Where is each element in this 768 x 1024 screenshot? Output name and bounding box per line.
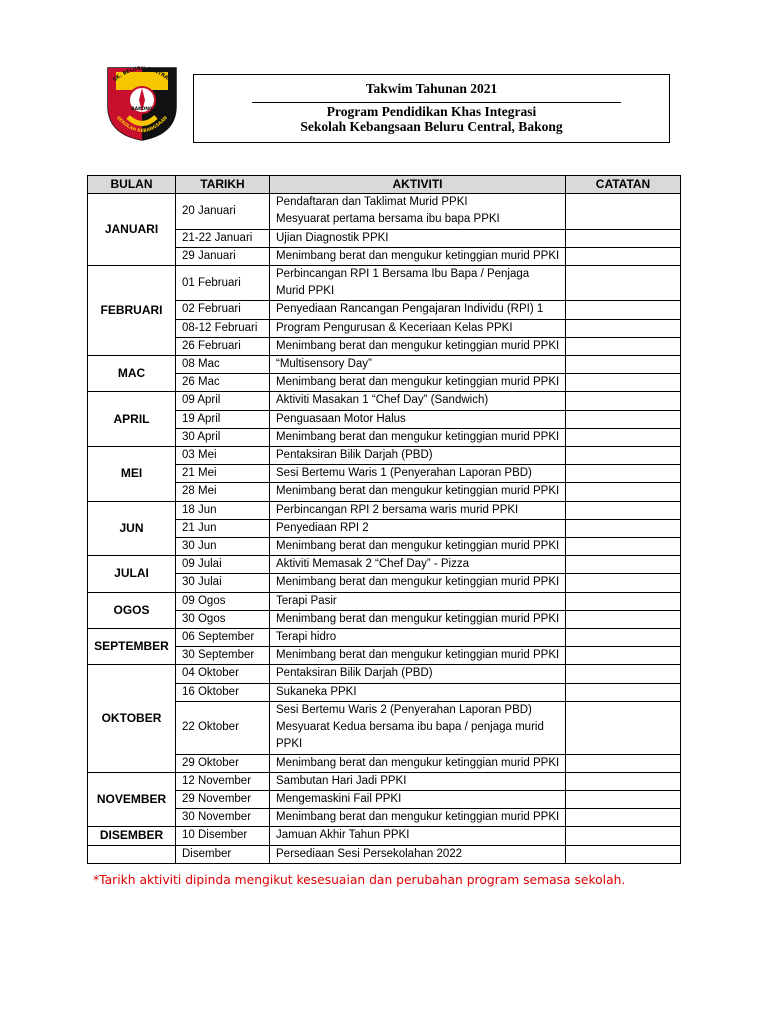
activity-cell: Aktiviti Memasak 2 “Chef Day” - Pizza: [270, 556, 566, 574]
footnote: *Tarikh aktiviti dipinda mengikut kesesuaian dan perubahan program semasa sekolah.: [93, 873, 626, 887]
table-row: [88, 428, 681, 446]
school-crest-icon: [104, 60, 180, 142]
date-cell: 06 September: [176, 629, 270, 647]
notes-cell: [566, 501, 681, 519]
notes-cell: [566, 428, 681, 446]
date-cell: 21 Jun: [176, 519, 270, 537]
notes-cell: [566, 483, 681, 501]
activity-cell: Persediaan Sesi Persekolahan 2022: [270, 845, 566, 863]
activity-cell: Sukaneka PPKI: [270, 683, 566, 701]
notes-cell: [566, 683, 681, 701]
activity-cell: Menimbang berat dan mengukur ketinggian murid PPKI: [270, 754, 566, 772]
notes-cell: [566, 519, 681, 537]
notes-cell: [566, 247, 681, 265]
date-cell: 09 Ogos: [176, 592, 270, 610]
notes-cell: [566, 647, 681, 665]
month-cell: DISEMBER: [88, 827, 176, 845]
date-cell: 08-12 Februari: [176, 319, 270, 337]
date-cell: 19 April: [176, 410, 270, 428]
activity-cell: Penguasaan Motor Halus: [270, 410, 566, 428]
table-row: [88, 501, 681, 519]
table-row: [88, 592, 681, 610]
table-row: [88, 538, 681, 556]
table-row: [88, 194, 681, 229]
date-cell: 02 Februari: [176, 301, 270, 319]
date-cell: 03 Mei: [176, 447, 270, 465]
calendar-table: [87, 175, 681, 864]
date-cell: 26 Februari: [176, 337, 270, 355]
table-row: [88, 790, 681, 808]
date-cell: 21-22 Januari: [176, 229, 270, 247]
date-cell: 16 Oktober: [176, 683, 270, 701]
month-cell: OKTOBER: [88, 665, 176, 772]
column-header-catatan: CATATAN: [566, 176, 681, 194]
date-cell: 30 Jun: [176, 538, 270, 556]
activity-cell: Perbincangan RPI 2 bersama waris murid PPKI: [270, 501, 566, 519]
table-row: [88, 683, 681, 701]
date-cell: 09 April: [176, 392, 270, 410]
activity-cell: Menimbang berat dan mengukur ketinggian murid PPKI: [270, 337, 566, 355]
date-cell: 28 Mei: [176, 483, 270, 501]
month-cell: JULAI: [88, 556, 176, 592]
activity-cell: Program Pengurusan & Keceriaan Kelas PPKI: [270, 319, 566, 337]
table-row: [88, 845, 681, 863]
month-cell: APRIL: [88, 392, 176, 447]
activity-cell: Perbincangan RPI 1 Bersama Ibu Bapa / Penjaga Murid PPKI: [270, 266, 566, 301]
table-row: [88, 374, 681, 392]
table-row: [88, 665, 681, 683]
activity-cell: Terapi Pasir: [270, 592, 566, 610]
activity-cell: Menimbang berat dan mengukur ketinggian murid PPKI: [270, 483, 566, 501]
activity-cell: Ujian Diagnostik PPKI: [270, 229, 566, 247]
date-cell: 29 November: [176, 790, 270, 808]
table-row: [88, 465, 681, 483]
month-cell: JANUARI: [88, 194, 176, 266]
month-cell: MEI: [88, 447, 176, 502]
month-cell: FEBRUARI: [88, 266, 176, 356]
notes-cell: [566, 229, 681, 247]
date-cell: 09 Julai: [176, 556, 270, 574]
activity-cell: Sambutan Hari Jadi PPKI: [270, 772, 566, 790]
notes-cell: [566, 574, 681, 592]
date-cell: 30 September: [176, 647, 270, 665]
date-cell: 18 Jun: [176, 501, 270, 519]
notes-cell: [566, 610, 681, 628]
month-cell: [88, 845, 176, 863]
date-cell: 22 Oktober: [176, 701, 270, 754]
notes-cell: [566, 194, 681, 229]
activity-cell: Pendaftaran dan Taklimat Murid PPKI Mesyuarat pertama bersama ibu bapa PPKI: [270, 194, 566, 229]
notes-cell: [566, 356, 681, 374]
date-cell: Disember: [176, 845, 270, 863]
date-cell: 20 Januari: [176, 194, 270, 229]
notes-cell: [566, 319, 681, 337]
month-cell: OGOS: [88, 592, 176, 628]
activity-cell: Menimbang berat dan mengukur ketinggian murid PPKI: [270, 247, 566, 265]
notes-cell: [566, 754, 681, 772]
date-cell: 21 Mei: [176, 465, 270, 483]
table-row: [88, 266, 681, 301]
notes-cell: [566, 447, 681, 465]
column-header-tarikh: TARIKH: [176, 176, 270, 194]
activity-cell: Pentaksiran Bilik Darjah (PBD): [270, 447, 566, 465]
activity-cell: Terapi hidro: [270, 629, 566, 647]
notes-cell: [566, 701, 681, 754]
date-cell: 30 November: [176, 809, 270, 827]
notes-cell: [566, 592, 681, 610]
table-row: [88, 772, 681, 790]
table-row: [88, 556, 681, 574]
table-row: [88, 701, 681, 754]
table-row: [88, 319, 681, 337]
program-name: Program Pendidikan Khas Integrasi: [326, 104, 537, 119]
table-row: [88, 629, 681, 647]
activity-cell: Sesi Bertemu Waris 1 (Penyerahan Laporan PBD): [270, 465, 566, 483]
activity-cell: Menimbang berat dan mengukur ketinggian murid PPKI: [270, 809, 566, 827]
activity-cell: “Multisensory Day”: [270, 356, 566, 374]
activity-cell: Jamuan Akhir Tahun PPKI: [270, 827, 566, 845]
date-cell: 29 Oktober: [176, 754, 270, 772]
notes-cell: [566, 410, 681, 428]
column-header-aktiviti: AKTIVITI: [270, 176, 566, 194]
table-row: [88, 301, 681, 319]
month-cell: SEPTEMBER: [88, 629, 176, 665]
month-cell: MAC: [88, 356, 176, 392]
svg-text:BAKONG: BAKONG: [131, 107, 153, 112]
activity-cell: Menimbang berat dan mengukur ketinggian murid PPKI: [270, 538, 566, 556]
activity-cell: Menimbang berat dan mengukur ketinggian murid PPKI: [270, 574, 566, 592]
table-header-row: [88, 176, 681, 194]
table-row: [88, 574, 681, 592]
table-row: [88, 827, 681, 845]
notes-cell: [566, 301, 681, 319]
notes-cell: [566, 374, 681, 392]
table-row: [88, 754, 681, 772]
notes-cell: [566, 337, 681, 355]
calendar-body: [88, 194, 681, 864]
activity-cell: Penyediaan Rancangan Pengajaran Individu (RPI) 1: [270, 301, 566, 319]
activity-cell: Mengemaskini Fail PPKI: [270, 790, 566, 808]
date-cell: 10 Disember: [176, 827, 270, 845]
date-cell: 08 Mac: [176, 356, 270, 374]
column-header-bulan: BULAN: [88, 176, 176, 194]
table-row: [88, 247, 681, 265]
table-row: [88, 356, 681, 374]
notes-cell: [566, 772, 681, 790]
table-row: [88, 483, 681, 501]
activity-cell: Menimbang berat dan mengukur ketinggian murid PPKI: [270, 374, 566, 392]
date-cell: 30 Ogos: [176, 610, 270, 628]
activity-cell: Pentaksiran Bilik Darjah (PBD): [270, 665, 566, 683]
date-cell: 26 Mac: [176, 374, 270, 392]
date-cell: 12 November: [176, 772, 270, 790]
notes-cell: [566, 266, 681, 301]
date-cell: 30 Julai: [176, 574, 270, 592]
svg-text:SEKOLAH KEBANGSAAN: SEKOLAH KEBANGSAAN: [115, 115, 169, 135]
notes-cell: [566, 790, 681, 808]
notes-cell: [566, 556, 681, 574]
notes-cell: [566, 392, 681, 410]
month-cell: NOVEMBER: [88, 772, 176, 827]
notes-cell: [566, 827, 681, 845]
activity-cell: Aktiviti Masakan 1 “Chef Day” (Sandwich): [270, 392, 566, 410]
table-row: [88, 337, 681, 355]
table-row: [88, 410, 681, 428]
notes-cell: [566, 665, 681, 683]
page-title: Takwim Tahunan 2021: [365, 81, 498, 96]
table-row: [88, 447, 681, 465]
table-row: [88, 229, 681, 247]
notes-cell: [566, 845, 681, 863]
date-cell: 29 Januari: [176, 247, 270, 265]
notes-cell: [566, 809, 681, 827]
title-divider: [252, 102, 621, 103]
table-row: [88, 647, 681, 665]
activity-cell: Menimbang berat dan mengukur ketinggian murid PPKI: [270, 428, 566, 446]
table-row: [88, 392, 681, 410]
date-cell: 01 Februari: [176, 266, 270, 301]
notes-cell: [566, 538, 681, 556]
notes-cell: [566, 629, 681, 647]
activity-cell: Menimbang berat dan mengukur ketinggian murid PPKI: [270, 610, 566, 628]
title-box: [193, 74, 670, 143]
table-row: [88, 809, 681, 827]
date-cell: 30 April: [176, 428, 270, 446]
month-cell: JUN: [88, 501, 176, 556]
activity-cell: Penyediaan RPI 2: [270, 519, 566, 537]
svg-text:SK. BELURU CENTRAL: SK. BELURU CENTRAL: [112, 65, 172, 84]
date-cell: 04 Oktober: [176, 665, 270, 683]
activity-cell: Sesi Bertemu Waris 2 (Penyerahan Laporan PBD) Mesyuarat Kedua bersama ibu bapa / penjaga murid PPKI: [270, 701, 566, 754]
table-row: [88, 610, 681, 628]
school-logo: [104, 60, 180, 142]
notes-cell: [566, 465, 681, 483]
table-row: [88, 519, 681, 537]
activity-cell: Menimbang berat dan mengukur ketinggian murid PPKI: [270, 647, 566, 665]
school-name: Sekolah Kebangsaan Beluru Central, Bakong: [300, 119, 563, 134]
